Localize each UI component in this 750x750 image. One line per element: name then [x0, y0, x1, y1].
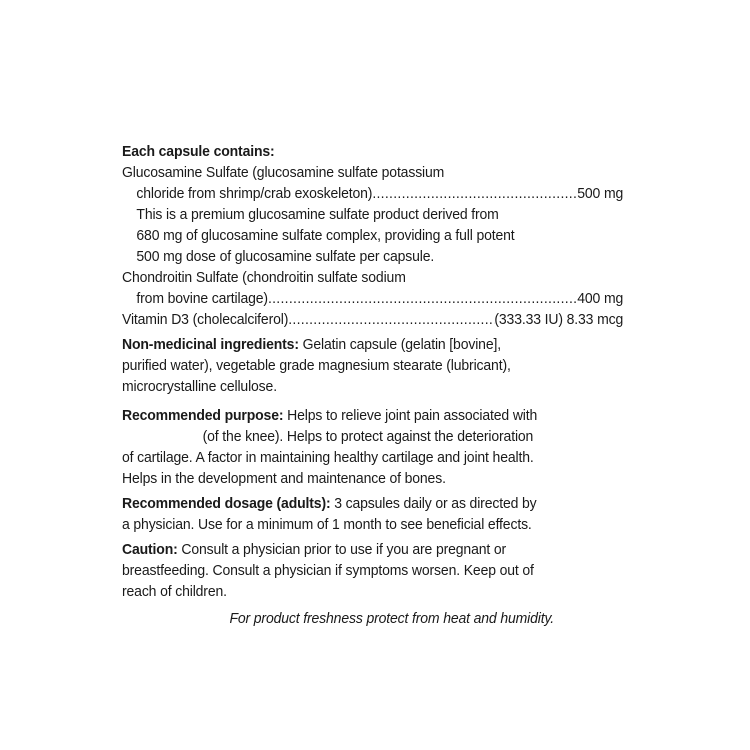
glucosamine-amount: 500 mg — [577, 186, 624, 202]
non-medicinal-text-3: microcrystalline cellulose. — [122, 379, 277, 395]
dosage-line-1 — [122, 494, 623, 515]
purpose-text-3: of cartilage. A factor in maintaining healthy cartilage and joint health. — [122, 450, 534, 466]
glucosamine-description-2: 680 mg of glucosamine sulfate complex, providing a full potent — [136, 228, 515, 244]
supplement-label-panel — [122, 142, 623, 630]
freshness-footer: For product freshness protect from heat and humidity. — [229, 611, 555, 627]
non-medicinal-text-1: Gelatin capsule (gelatin [bovine], — [298, 337, 501, 353]
dosage-title: Recommended dosage (adults): — [122, 496, 331, 512]
chondroitin-entry — [122, 268, 623, 310]
vitamin-d3-name: Vitamin D3 (cholecalciferol) — [122, 312, 289, 328]
chondroitin-source-row — [122, 289, 623, 310]
dot-leader — [268, 289, 577, 310]
vitamin-d3-row — [122, 310, 623, 331]
chondroitin-name-line: Chondroitin Sulfate (chondroitin sulfate sodium — [122, 270, 406, 286]
caution-line-1 — [122, 540, 623, 561]
dot-leader — [372, 184, 577, 205]
purpose-line-1 — [122, 406, 623, 427]
glucosamine-description-1: This is a premium glucosamine sulfate product derived from — [136, 207, 499, 223]
caution-title: Caution: — [122, 542, 178, 558]
purpose-text-4: Helps in the development and maintenance of bones. — [122, 471, 446, 487]
glucosamine-source-row — [122, 184, 623, 205]
non-medicinal-section — [122, 335, 623, 398]
non-medicinal-text-2: purified water), vegetable grade magnesium stearate (lubricant), — [122, 358, 511, 374]
purpose-section — [122, 406, 623, 490]
glucosamine-source: chloride from shrimp/crab exoskeleton) — [136, 186, 373, 202]
caution-section — [122, 540, 623, 603]
non-medicinal-title: Non-medicinal ingredients: — [122, 337, 299, 353]
glucosamine-description-3: 500 mg dose of glucosamine sulfate per capsule. — [136, 249, 435, 265]
purpose-text-2: (of the knee). Helps to protect against the deterioration — [202, 429, 534, 445]
chondroitin-source: from bovine cartilage) — [136, 291, 268, 307]
glucosamine-entry — [122, 163, 623, 268]
caution-text-3: reach of children. — [122, 584, 227, 600]
dot-leader — [288, 310, 494, 331]
caution-text-2: breastfeeding. Consult a physician if symptoms worsen. Keep out of — [122, 563, 534, 579]
purpose-text-1: Helps to relieve joint pain associated with — [283, 408, 538, 424]
caution-text-1: Consult a physician prior to use if you are pregnant or — [177, 542, 507, 558]
chondroitin-amount: 400 mg — [577, 291, 624, 307]
dosage-text-2: a physician. Use for a minimum of 1 month to see beneficial effects. — [122, 517, 532, 533]
ingredients-heading: Each capsule contains: — [122, 144, 275, 160]
vitamin-d3-amount: (333.33 IU) 8.33 mcg — [494, 312, 624, 328]
dosage-text-1: 3 capsules daily or as directed by — [330, 496, 537, 512]
glucosamine-name-line: Glucosamine Sulfate (glucosamine sulfate potassium — [122, 165, 445, 181]
purpose-title: Recommended purpose: — [122, 408, 284, 424]
dosage-section — [122, 494, 623, 536]
non-medicinal-line-1 — [122, 335, 623, 356]
